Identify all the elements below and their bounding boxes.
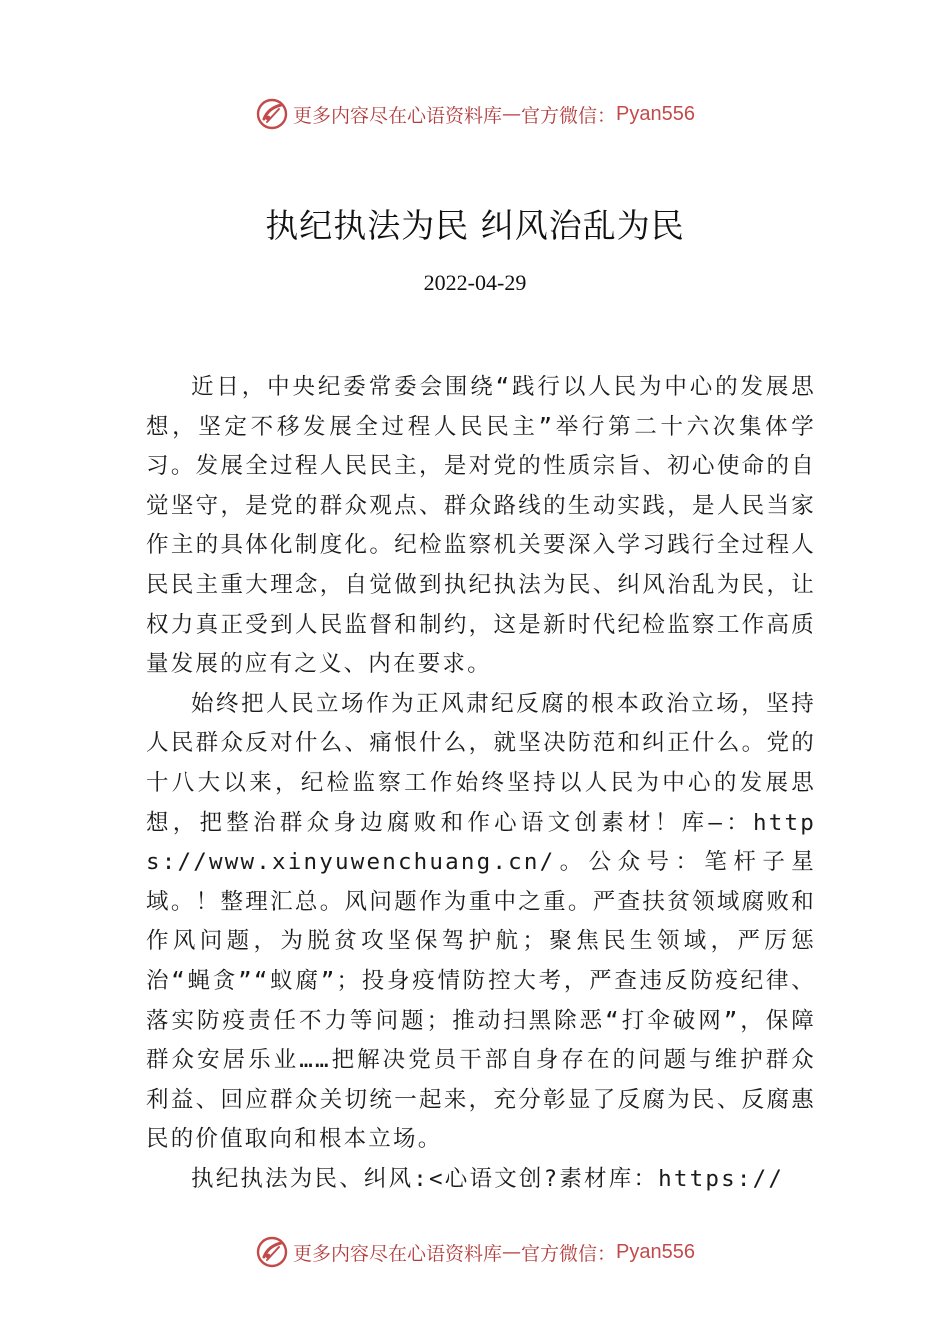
wechat-id: Pyan556 [616,1240,695,1263]
promo-text: 更多内容尽在心语资料库 [293,104,503,127]
brush-seal-icon [255,97,289,131]
wechat-label: 官方微信： [521,1242,617,1265]
wechat-id: Pyan556 [616,102,695,125]
promo-dash: — [502,103,522,125]
paragraph: 近日，中央纪委常委会围绕“践行以人民为中心的发展思想，坚定不移发展全过程人民民主”举行第二十六次集体学习。发展全过程人民民主，是对党的性质宗旨、初心使命的自觉坚守，是党的群众观点、群众路线的生动实践，是人民当家作主的具体化制度化。纪检监察机关要深入学习践行全过程人民民主重大理念，自觉做到执纪执法为民、纠风治乱为民，让权力真正受到人民监督和制约，这是新时代纪检监察工作高质量发展的应有之义、内在要求。 [146,374,816,678]
article-title: 执纪执法为民 纠风治乱为民 [265,206,685,245]
wechat-label: 官方微信： [521,104,617,127]
paragraph: 执纪执法为民、纠风:<心语文创?素材库：https:// [191,1165,785,1192]
footer-banner [0,1232,950,1272]
promo-dash: — [502,1241,522,1263]
promo-text: 更多内容尽在心语资料库 [293,1242,503,1265]
header-banner [0,94,950,134]
article-date: 2022-04-29 [423,270,527,295]
brush-seal-icon [255,1235,289,1269]
article-body [146,368,816,1199]
paragraph: 始终把人民立场作为正风肃纪反腐的根本政治立场，坚持人民群众反对什么、痛恨什么，就坚决防范和纠正什么。党的十八大以来，纪检监察工作始终坚持以人民为中心的发展思想，把整治群众身边腐败和作心语文创素材！库—：https://www.xinyuwenchuang.cn/。公众号：笔杆子星域。！整理汇总。风问题作为重中之重。严查扶贫领域腐败和作风问题，为脱贫攻坚保驾护航；聚焦民生领域，严厉惩治“蝇贪”“蚁腐”；投身疫情防控大考，严查违反防疫纪律、落实防疫责任不力等问题；推动扫黑除恶“打伞破网”，保障群众安居乐业……把解决党员干部自身存在的问题与维护群众利益、回应群众关切统一起来，充分彰显了反腐为民、反腐惠民的价值取向和根本立场。 [146,690,816,1153]
